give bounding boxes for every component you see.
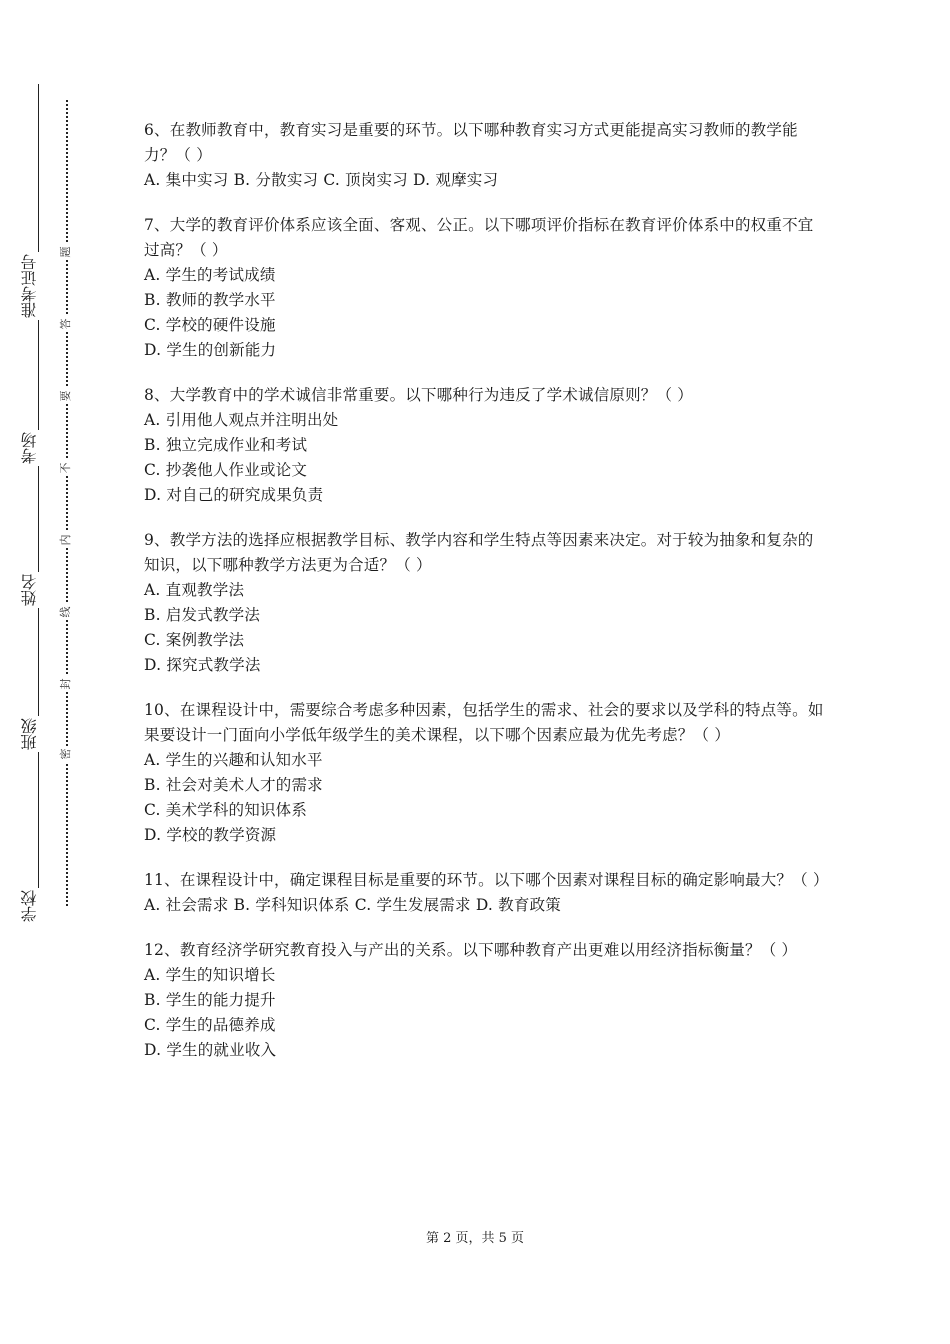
exam-number-label: 准考证号 [22,252,52,320]
option-d: D. 学生的创新能力 [144,341,277,359]
option-b: B. 社会对美术人才的需求 [144,776,323,794]
seal-char: 内 [58,532,74,548]
question-stem: 9、教学方法的选择应根据教学目标、教学内容和学生特点等因素来决定。对于较为抽象和复杂的知识，以下哪种教学方法更为合适？（ ） [144,531,814,574]
option-b: B. 学生的能力提升 [144,991,276,1009]
name-label: 姓名 [22,572,52,608]
option-a: A. 引用他人观点并注明出处 [144,411,339,429]
seal-char: 答 [58,316,74,332]
exam-room-label: 考场 [22,430,52,466]
question-stem: 10、在课程设计中，需要综合考虑多种因素，包括学生的需求、社会的要求以及学科的特点等。如果要设计一门面向小学低年级学生的美术课程，以下哪个因素应最为优先考虑？（ ） [144,701,824,744]
question-6 [144,118,824,193]
option-b: B. 独立完成作业和考试 [144,436,308,454]
seal-char: 要 [58,388,74,404]
question-stem: 8、大学教育中的学术诚信非常重要。以下哪种行为违反了学术诚信原则？（ ） [144,386,693,404]
question-10 [144,698,824,848]
question-9 [144,528,824,678]
seal-char: 题 [58,244,74,260]
option-b: B. 启发式教学法 [144,606,261,624]
seal-char: 封 [58,676,74,692]
question-12 [144,938,824,1063]
option-a: A. 学生的兴趣和认知水平 [144,751,323,769]
school-label: 学校 [22,888,52,924]
class-label: 班级 [22,716,52,752]
question-7 [144,213,824,363]
question-list [144,118,829,1083]
option-line: A. 集中实习 B. 分散实习 C. 顶岗实习 D. 观摩实习 [144,171,499,189]
option-d: D. 学校的教学资源 [144,826,277,844]
option-d: D. 对自己的研究成果负责 [144,486,324,504]
question-8 [144,383,824,508]
option-c: C. 学生的品德养成 [144,1016,276,1034]
binding-solid-line [38,84,39,904]
option-a: A. 学生的知识增长 [144,966,276,984]
question-stem: 12、教育经济学研究教育投入与产出的关系。以下哪种教育产出更难以用经济指标衡量？（ ） [144,941,798,959]
option-a: A. 学生的考试成绩 [144,266,276,284]
option-line: A. 社会需求 B. 学科知识体系 C. 学生发展需求 D. 教育政策 [144,896,561,914]
seal-char: 线 [58,604,74,620]
question-stem: 7、大学的教育评价体系应该全面、客观、公正。以下哪项评价指标在教育评价体系中的权重不宜过高？（ ） [144,216,814,259]
seal-char: 不 [58,460,74,476]
binding-margin [0,0,100,1344]
option-b: B. 教师的教学水平 [144,291,276,309]
option-c: C. 学校的硬件设施 [144,316,276,334]
seal-char: 密 [58,746,74,762]
question-11 [144,868,829,918]
option-c: C. 抄袭他人作业或论文 [144,461,308,479]
page-number: 第 2 页，共 5 页 [425,1231,525,1246]
question-stem: 11、在课程设计中，确定课程目标是重要的环节。以下哪个因素对课程目标的确定影响最大？（ ） [144,871,829,889]
option-c: C. 案例教学法 [144,631,245,649]
option-d: D. 探究式教学法 [144,656,261,674]
option-d: D. 学生的就业收入 [144,1041,277,1059]
seal-dotted-line [66,100,68,906]
option-c: C. 美术学科的知识体系 [144,801,308,819]
option-a: A. 直观教学法 [144,581,245,599]
question-stem: 6、在教师教育中，教育实习是重要的环节。以下哪种教育实习方式更能提高实习教师的教学能力？（ ） [144,121,798,164]
